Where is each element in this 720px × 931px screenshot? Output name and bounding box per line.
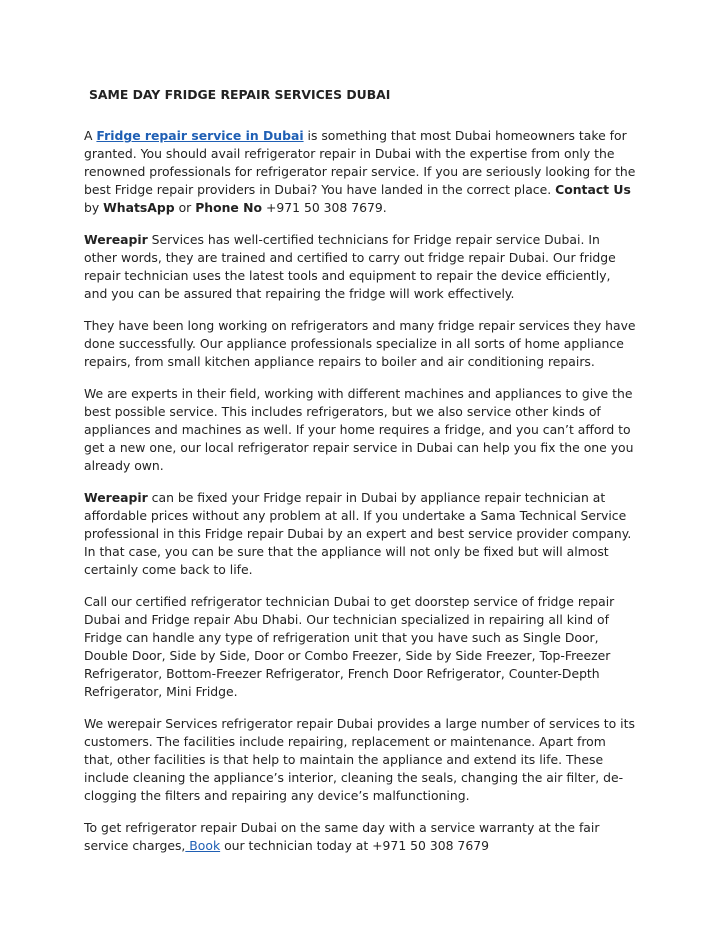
paragraph-certified-technician: Call our certified refrigerator technician Dubai to get doorstep service of fridge repair Dubai and Fridge repair Abu Dhabi. Our technician specialized in repairing all kind of Fridge can handle any type of refrigeration unit that you have such as Single Door, Double Door, Side by Side, Door or Combo Freezer, Side by Side Freezer, Top-Freezer Refrigerator, Bottom-Freezer Refrigerator, French Door Refrigerator, Counter-Depth Refrigerator, Mini Fridge. — [84, 593, 615, 700]
by-text: by — [84, 200, 104, 216]
fridge-repair-service-link[interactable]: Fridge repair service in Dubai — [96, 128, 304, 143]
phone-number: +971 50 308 7679. — [262, 200, 387, 216]
paragraph-text: Services has well-certified technicians for Fridge repair service Dubai. In other words, they are trained and certified to carry out fridge repair Dubai. Our fridge repair technician uses the latest tools and equipment to repair the device efficiently, and you can be assured that repairing the fridge will work effectively. — [84, 231, 616, 302]
contact-us-text: Contact Us — [555, 182, 631, 198]
paragraph-services: We werepair Services refrigerator repair Dubai provides a large number of services to its customers. The facilities include repairing, replacement or maintenance. Apart from that, other facilities is that help to maintain the appliance and extend its life. These include cleaning the appliance’s interior, cleaning the seals, changing the air filter, de-clogging the filters and repairing any device’s malfunctioning. — [84, 715, 635, 803]
or-text: or — [174, 200, 196, 216]
book-text-start: To get refrigerator repair Dubai on the same day with a service warranty at the fair service charges, — [84, 819, 600, 853]
intro-text-start: A — [84, 128, 97, 143]
paragraph-book — [84, 819, 636, 855]
book-text-end: our technician today at +971 50 308 7679 — [220, 837, 489, 853]
paragraph-intro — [84, 127, 636, 217]
book-link[interactable]: Book — [185, 837, 221, 853]
phone-label: Phone No — [195, 200, 263, 216]
whatsapp-text: WhatsApp — [103, 200, 175, 216]
paragraph-experts: We are experts in their field, working with different machines and appliances to give the best possible service. This includes refrigerators, but we also service other kinds of appliances and machines as well. If your home requires a fridge, and you can’t afford to get a new one, our local refrigerator repair service in Dubai can help you fix the one you already own. — [84, 385, 634, 473]
paragraph-experience: They have been long working on refrigerators and many fridge repair services they have done successfully. Our appliance professionals specialize in all sorts of home appliance repairs, from small kitchen appliance repairs to boiler and air conditioning repairs. — [84, 317, 636, 370]
intro-text-body: is something that most Dubai homeowners take for granted. You should avail refrigerator repair in Dubai with the expertise from only the renowned professionals for refrigerator repair service. If you are seriously looking for the best Fridge repair providers in Dubai? You have landed in the correct place. — [84, 128, 636, 198]
brand-name: Wereapir — [84, 489, 148, 505]
paragraph-text: can be fixed your Fridge repair in Dubai by appliance repair technician at affordable prices without any problem at all. If you undertake a Sama Technical Service professional in this Fridge repair Dubai by an expert and best service provider company. In that case, you can be sure that the appliance will not only be fixed but will almost certainly come back to life. — [84, 489, 632, 577]
paragraph-wereapir-services — [84, 231, 636, 303]
brand-name: Wereapir — [84, 231, 148, 247]
paragraph-wereapir-prices — [84, 489, 636, 579]
page-title: SAME DAY FRIDGE REPAIR SERVICES DUBAI — [89, 87, 391, 102]
document-page — [84, 80, 636, 868]
